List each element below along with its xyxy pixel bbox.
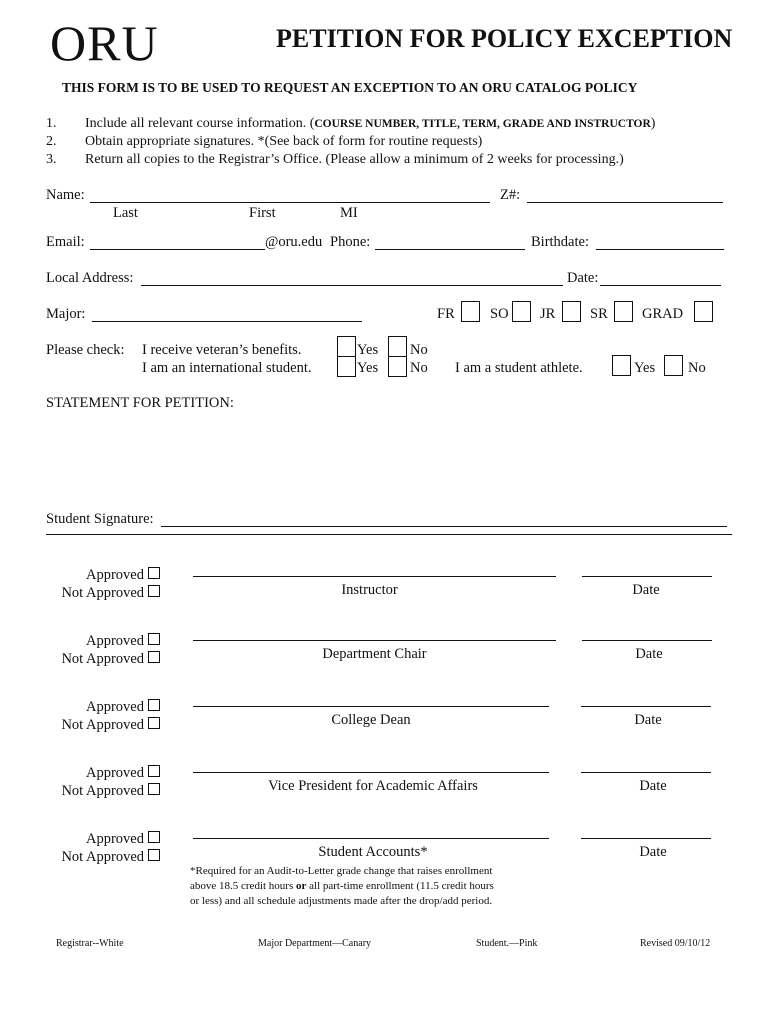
name-label: Name: <box>46 187 85 203</box>
approved-checkbox[interactable] <box>148 765 160 777</box>
college-dean-date-line[interactable] <box>581 706 711 707</box>
major-label: Major: <box>46 306 86 322</box>
instructor-label: Instructor <box>341 582 398 598</box>
no-label: No <box>410 360 428 376</box>
not-approved-label: Not Approved <box>61 849 144 865</box>
department-chair-signature-line[interactable] <box>193 640 556 641</box>
statement-label: STATEMENT FOR PETITION: <box>46 395 234 411</box>
footer-student-copy: Student.—Pink <box>476 938 538 949</box>
class-so-label: SO <box>490 306 509 322</box>
vp-academic-affairs-label: Vice President for Academic Affairs <box>268 778 478 794</box>
not-approved-label: Not Approved <box>61 783 144 799</box>
instruction-1 <box>85 116 655 132</box>
email-label: Email: <box>46 234 85 250</box>
birthdate-label: Birthdate: <box>531 234 589 250</box>
class-fr-checkbox[interactable] <box>461 301 480 322</box>
footnote-emphasis: or <box>296 880 307 892</box>
class-fr-label: FR <box>437 306 455 322</box>
instruction-text: Include all relevant course information. ( <box>85 116 315 131</box>
student-accounts-label: Student Accounts* <box>318 844 428 860</box>
class-jr-checkbox[interactable] <box>562 301 581 322</box>
not-approved-label: Not Approved <box>61 651 144 667</box>
class-grad-label: GRAD <box>642 306 684 322</box>
not-approved-checkbox[interactable] <box>148 585 160 597</box>
footnote-line-3: or less) and all schedule adjustments made after the drop/add period. <box>190 895 493 907</box>
student-accounts-date-line[interactable] <box>581 838 711 839</box>
date-caption: Date <box>639 844 667 860</box>
statement-area[interactable] <box>46 418 726 508</box>
college-dean-label: College Dean <box>331 712 411 728</box>
not-approved-label: Not Approved <box>61 585 144 601</box>
student-signature-label: Student Signature: <box>46 511 154 527</box>
department-chair-date-line[interactable] <box>582 640 712 641</box>
student-accounts-signature-line[interactable] <box>193 838 549 839</box>
middle-initial-hint: MI <box>340 205 358 221</box>
veteran-no-checkbox[interactable] <box>388 336 407 357</box>
instruction-number: 1. <box>46 116 57 131</box>
international-question: I am an international student. <box>142 360 312 376</box>
athlete-question: I am a student athlete. <box>455 360 583 376</box>
footer-department-copy: Major Department—Canary <box>258 938 372 949</box>
approved-checkbox[interactable] <box>148 831 160 843</box>
instruction-3: Return all copies to the Registrar’s Office. (Please allow a minimum of 2 weeks for processing.) <box>85 152 624 167</box>
email-domain: @oru.edu <box>265 234 323 250</box>
section-divider <box>46 534 732 535</box>
student-signature-field[interactable] <box>161 526 727 527</box>
not-approved-checkbox[interactable] <box>148 849 160 861</box>
form-purpose: THIS FORM IS TO BE USED TO REQUEST AN EXCEPTION TO AN ORU CATALOG POLICY <box>62 80 638 95</box>
approved-label: Approved <box>86 699 144 715</box>
athlete-no-checkbox[interactable] <box>664 355 683 376</box>
approved-checkbox[interactable] <box>148 633 160 645</box>
veteran-yes-checkbox[interactable] <box>337 336 356 357</box>
no-label: No <box>410 342 428 358</box>
instruction-text: ) <box>650 116 656 131</box>
approved-option[interactable] <box>40 633 160 650</box>
instruction-2: Obtain appropriate signatures. *(See back of form for routine requests) <box>85 134 483 149</box>
class-sr-label: SR <box>590 306 608 322</box>
class-grad-checkbox[interactable] <box>694 301 713 322</box>
footer-registrar-copy: Registrar--White <box>56 938 124 949</box>
date-caption: Date <box>634 712 662 728</box>
approved-checkbox[interactable] <box>148 699 160 711</box>
approved-label: Approved <box>86 567 144 583</box>
instructor-signature-line[interactable] <box>193 576 556 577</box>
instruction-caps: COURSE NUMBER, TITLE, TERM, GRADE AND INSTRUCTOR <box>314 118 651 130</box>
not-approved-option[interactable] <box>40 585 160 602</box>
date-caption: Date <box>639 778 667 794</box>
not-approved-option[interactable] <box>40 783 160 800</box>
footnote-line-1: *Required for an Audit-to-Letter grade change that raises enrollment <box>190 865 493 877</box>
footnote-text: above 18.5 credit hours <box>190 880 296 892</box>
not-approved-option[interactable] <box>40 651 160 668</box>
approved-option[interactable] <box>40 765 160 782</box>
last-name-hint: Last <box>113 205 138 221</box>
vp-academic-affairs-signature-line[interactable] <box>193 772 549 773</box>
date-label: Date: <box>567 270 599 286</box>
approved-option[interactable] <box>40 831 160 848</box>
yes-label: Yes <box>634 360 656 376</box>
date-caption: Date <box>635 646 663 662</box>
oru-logo: ORU <box>50 15 159 71</box>
not-approved-checkbox[interactable] <box>148 651 160 663</box>
class-sr-checkbox[interactable] <box>614 301 633 322</box>
approved-label: Approved <box>86 831 144 847</box>
approved-label: Approved <box>86 765 144 781</box>
approved-option[interactable] <box>40 699 160 716</box>
not-approved-label: Not Approved <box>61 717 144 733</box>
no-label: No <box>688 360 706 376</box>
athlete-yes-checkbox[interactable] <box>612 355 631 376</box>
yes-label: Yes <box>357 342 379 358</box>
instructor-date-line[interactable] <box>582 576 712 577</box>
z-number-label: Z#: <box>500 187 521 203</box>
class-jr-label: JR <box>540 306 556 322</box>
please-check-label: Please check: <box>46 342 125 358</box>
footer-revised-date: Revised 09/10/12 <box>640 938 711 949</box>
phone-label: Phone: <box>330 234 371 250</box>
instruction-number: 2. <box>46 134 57 149</box>
first-name-hint: First <box>249 205 276 221</box>
footnote-text: all part-time enrollment (11.5 credit hours <box>306 880 494 892</box>
international-yes-checkbox[interactable] <box>337 356 356 377</box>
footnote-line-2 <box>190 880 494 892</box>
local-address-field[interactable] <box>141 285 563 286</box>
date-caption: Date <box>632 582 660 598</box>
local-address-label: Local Address: <box>46 270 134 286</box>
phone-field[interactable] <box>375 249 525 250</box>
email-field[interactable] <box>90 249 265 250</box>
yes-label: Yes <box>357 360 379 376</box>
page-title: PETITION FOR POLICY EXCEPTION <box>276 24 733 53</box>
approved-checkbox[interactable] <box>148 567 160 579</box>
z-number-field[interactable] <box>527 202 723 203</box>
not-approved-option[interactable] <box>40 849 160 866</box>
instruction-number: 3. <box>46 152 57 167</box>
vp-academic-affairs-date-line[interactable] <box>581 772 711 773</box>
approved-option[interactable] <box>40 567 160 584</box>
approved-label: Approved <box>86 633 144 649</box>
major-field[interactable] <box>92 321 362 322</box>
name-field[interactable] <box>90 202 490 203</box>
not-approved-checkbox[interactable] <box>148 783 160 795</box>
college-dean-signature-line[interactable] <box>193 706 549 707</box>
veteran-question: I receive veteran’s benefits. <box>142 342 302 358</box>
date-field[interactable] <box>600 285 721 286</box>
not-approved-option[interactable] <box>40 717 160 734</box>
department-chair-label: Department Chair <box>322 646 427 662</box>
international-no-checkbox[interactable] <box>388 356 407 377</box>
not-approved-checkbox[interactable] <box>148 717 160 729</box>
class-so-checkbox[interactable] <box>512 301 531 322</box>
birthdate-field[interactable] <box>596 249 724 250</box>
